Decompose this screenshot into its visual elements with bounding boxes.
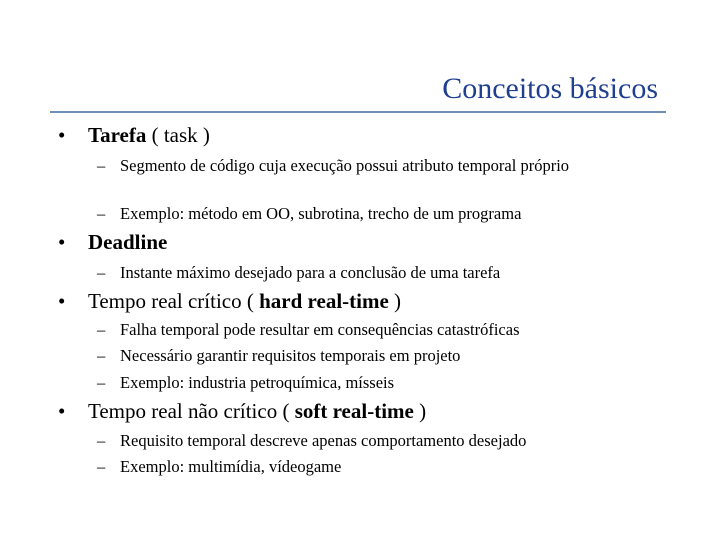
subitem [97, 457, 620, 476]
subitem [97, 373, 620, 392]
bullet-item-soft-real-time [58, 399, 426, 423]
bullet-text-pre: Tempo real crítico ( [88, 289, 260, 313]
dash-icon: – [97, 156, 106, 175]
subitem [97, 320, 620, 339]
dash-icon: – [97, 346, 106, 365]
title-divider [50, 111, 666, 113]
bullet-text-post: ( task ) [146, 123, 210, 147]
subitem-text: Falha temporal pode resultar em consequências catastróficas [120, 320, 520, 339]
subitem-text: Exemplo: industria petroquímica, mísseis [120, 373, 395, 392]
subitem [97, 431, 620, 450]
bullet-item-tarefa [58, 123, 210, 147]
subitem [97, 346, 620, 365]
dash-icon: – [97, 457, 106, 476]
subitem [97, 263, 620, 282]
subitem-text: Requisito temporal descreve apenas comportamento desejado [120, 431, 527, 450]
subitem [97, 156, 620, 175]
bullet-item-hard-real-time [58, 289, 401, 313]
bullet-text-bold: hard real-time [259, 289, 389, 313]
bullet-text-post: ) [413, 399, 427, 423]
bullet-icon: • [58, 123, 66, 147]
subitem-text: Exemplo: multimídia, vídeogame [120, 457, 342, 476]
dash-icon: – [97, 204, 106, 223]
dash-icon: – [97, 263, 106, 282]
subitem-text: Instante máximo desejado para a conclusão de uma tarefa [120, 263, 501, 282]
bullet-icon: • [58, 230, 66, 254]
bullet-item-deadline [58, 230, 167, 254]
subitem [97, 204, 620, 223]
bullet-text-pre: Tempo real não crítico ( [88, 399, 295, 423]
subitem-text: Segmento de código cuja execução possui atributo temporal próprio [120, 156, 570, 175]
dash-icon: – [97, 431, 106, 450]
bullet-icon: • [58, 289, 66, 313]
bullet-text-post: ) [388, 289, 402, 313]
subitem-text: Exemplo: método em OO, subrotina, trecho de um programa [120, 204, 522, 223]
slide-title: Conceitos básicos [442, 72, 658, 105]
dash-icon: – [97, 373, 106, 392]
bullet-icon: • [58, 399, 66, 423]
bullet-text-bold: Deadline [88, 230, 168, 254]
bullet-text-bold: soft real-time [294, 399, 414, 423]
subitem-text: Necessário garantir requisitos temporais em projeto [120, 346, 461, 365]
dash-icon: – [97, 320, 106, 339]
bullet-text-bold: Tarefa [88, 123, 147, 147]
